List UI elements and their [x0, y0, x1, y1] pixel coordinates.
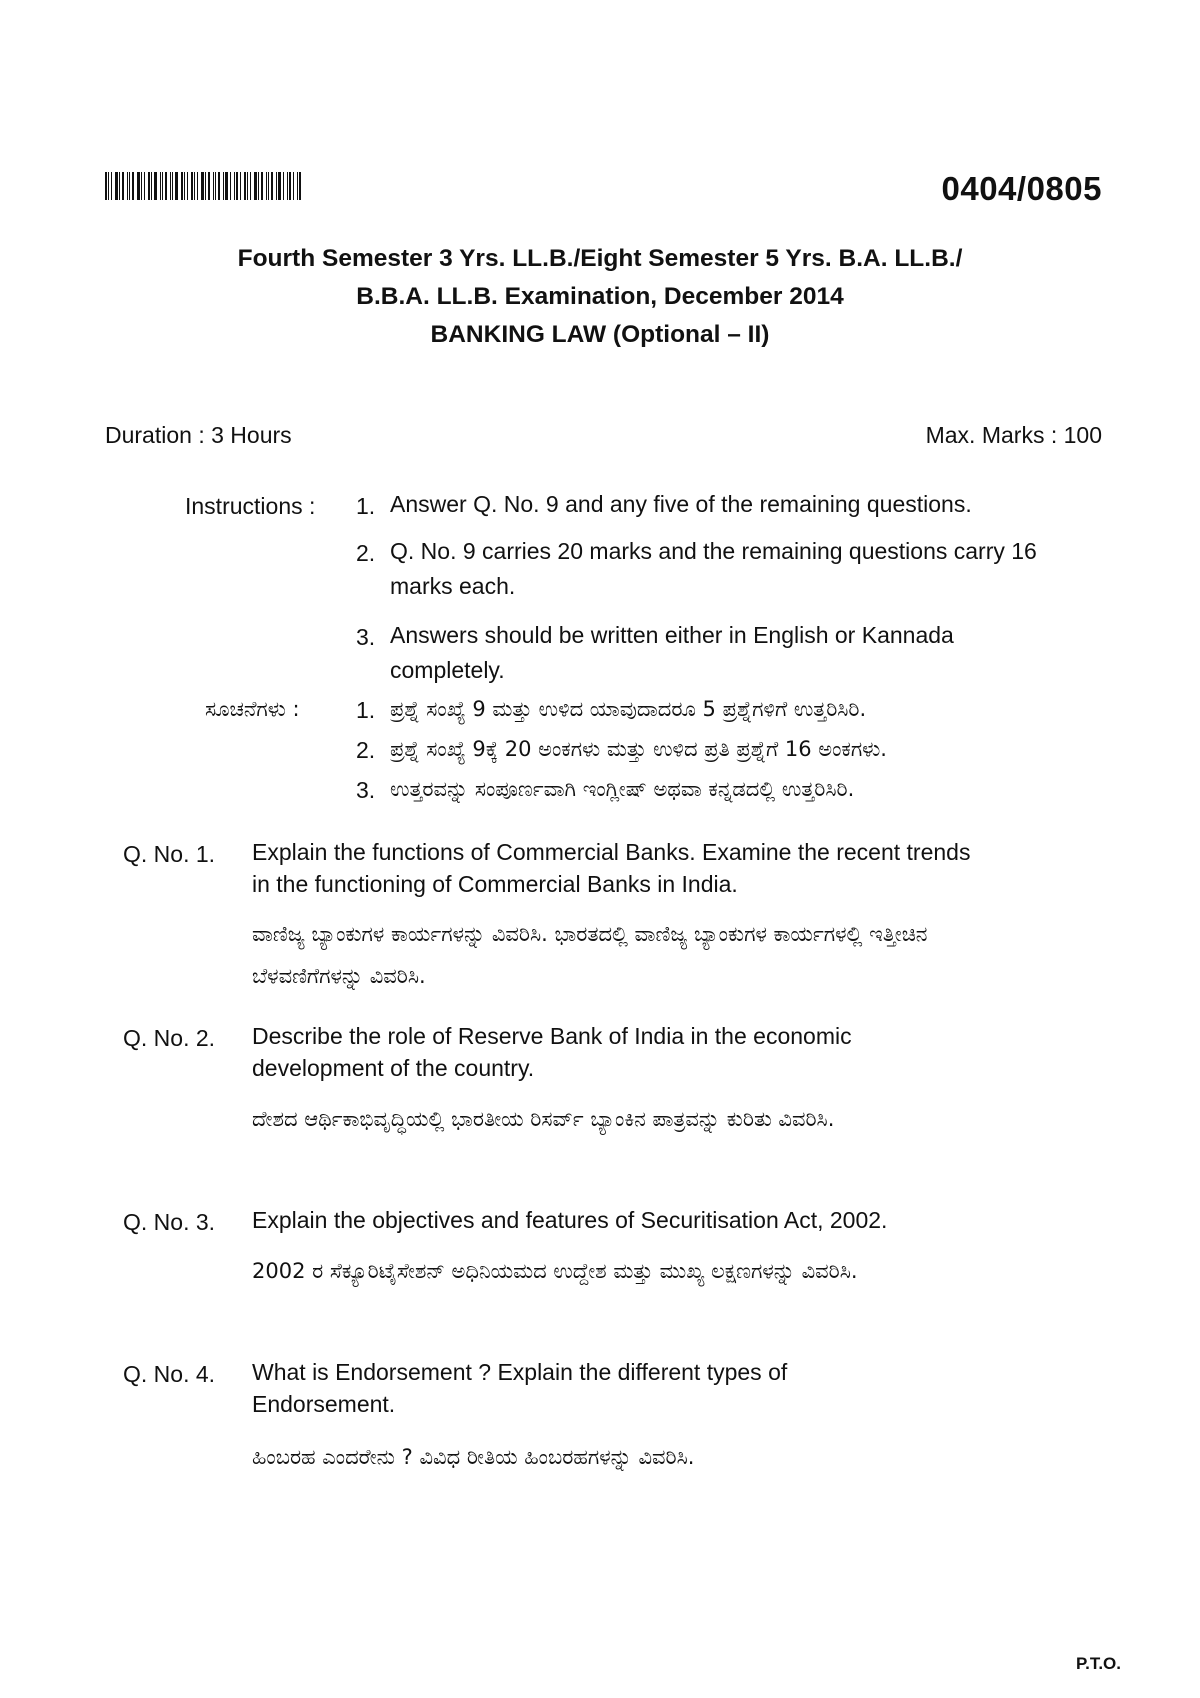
barcode-bar — [283, 172, 284, 200]
barcode-bar — [141, 172, 142, 200]
barcode-bar — [240, 172, 241, 200]
barcode-bar — [278, 172, 281, 200]
barcode-bar — [122, 172, 124, 200]
instruction-1-text: Answer Q. No. 9 and any five of the remaining questions. — [390, 491, 972, 517]
barcode-bar — [215, 172, 216, 200]
kannada-instruction-3-number: 3. — [356, 777, 376, 803]
barcode-bar — [244, 172, 246, 200]
barcode-bar — [213, 172, 214, 200]
barcode-bar — [254, 172, 257, 200]
kannada-instruction-2-number: 2. — [356, 737, 376, 763]
instructions-label: Instructions : — [185, 493, 316, 519]
barcode-bar — [225, 172, 228, 200]
barcode-bar — [218, 172, 220, 200]
barcode-bar — [250, 172, 251, 200]
instruction-3-text: Answers should be written either in English or Kannada completely. — [390, 622, 954, 683]
question-3-english: Explain the objectives and features of Securitisation Act, 2002. — [252, 1207, 888, 1233]
barcode-bar — [151, 172, 152, 200]
kannada-instruction-1-number: 1. — [356, 697, 376, 723]
question-2-number: Q. No. 2. — [123, 1025, 216, 1051]
barcode-bar — [230, 172, 231, 200]
barcode-bar — [162, 172, 163, 200]
barcode-bar — [271, 172, 273, 200]
barcode-bar — [172, 172, 173, 200]
barcode-bar — [236, 172, 238, 200]
question-1-kannada: ವಾಣಿಜ್ಯ ಬ್ಯಾಂಕುಗಳ ಕಾರ್ಯಗಳನ್ನು ವಿವರಿಸಿ. ಭಾರತದಲ್ಲಿ ವಾಣಿಜ್ಯ ಬ್ಯಾಂಕುಗಳ ಕಾರ್ಯಗಳಲ್ಲಿ ಇತ್ತೀಚಿನ ಬೆಳವಣಿಗೆಗಳನ್ನು ವಿವರಿಸಿ. — [252, 922, 928, 988]
instruction-1-number: 1. — [356, 493, 376, 519]
barcode-bar — [129, 172, 130, 200]
max-marks: Max. Marks : 100 — [925, 422, 1102, 448]
barcode-bar — [223, 172, 224, 200]
barcode-bar — [148, 172, 150, 200]
barcode-bar — [293, 172, 294, 200]
barcode-bar — [119, 172, 120, 200]
barcode-bar — [127, 172, 128, 200]
barcode-bar — [165, 172, 167, 200]
barcode-bar — [154, 172, 157, 200]
instruction-3-number: 3. — [356, 624, 376, 650]
barcode-bar — [184, 172, 185, 200]
barcode — [105, 172, 335, 200]
exam-title-line-1: Fourth Semester 3 Yrs. LL.B./Eight Semester 5 Yrs. B.A. LL.B./ — [237, 245, 963, 272]
barcode-bar — [191, 172, 193, 200]
barcode-bar — [289, 172, 291, 200]
instruction-2-text: Q. No. 9 carries 20 marks and the remaining questions carry 16 marks each. — [390, 538, 1037, 599]
question-2-kannada: ದೇಶದ ಆರ್ಥಿಕಾಭಿವೃದ್ಧಿಯಲ್ಲಿ ಭಾರತೀಯ ರಿಸರ್ವ್ ಬ್ಯಾಂಕಿನ ಪಾತ್ರವನ್ನು ಕುರಿತು ವಿವರಿಸಿ. — [252, 1107, 835, 1131]
subject-title: BANKING LAW (Optional – II) — [430, 321, 770, 348]
question-2-english: Describe the role of Reserve Bank of India in the economic development of the country. — [252, 1023, 852, 1081]
barcode-bar — [261, 172, 263, 200]
barcode-bar — [144, 172, 145, 200]
question-1-english: Explain the functions of Commercial Banks. Examine the recent trends in the functioning of Commercial Banks in India. — [252, 839, 971, 897]
barcode-bar — [175, 172, 178, 200]
question-4-number: Q. No. 4. — [123, 1361, 216, 1387]
paper-code: 0404/0805 — [941, 170, 1102, 207]
question-3-kannada: 2002 ರ ಸೆಕ್ಯೂರಿಟೈಸೇಶನ್ ಅಧಿನಿಯಮದ ಉದ್ದೇಶ ಮತ್ತು ಮುಖ್ಯ ಲಕ್ಷಣಗಳನ್ನು ವಿವರಿಸಿ. — [252, 1259, 858, 1283]
barcode-bar — [266, 172, 267, 200]
kannada-instructions-label: ಸೂಚನೆಗಳು : — [205, 697, 300, 721]
instruction-2-number: 2. — [356, 540, 376, 566]
barcode-bar — [187, 172, 188, 200]
barcode-bar — [137, 172, 140, 200]
barcode-bar — [160, 172, 161, 200]
kannada-instruction-3-text: ಉತ್ತರವನ್ನು ಸಂಪೂರ್ಣವಾಗಿ ಇಂಗ್ಲೀಷ್ ಅಥವಾ ಕನ್ನಡದಲ್ಲಿ ಉತ್ತರಿಸಿರಿ. — [390, 777, 855, 801]
duration: Duration : 3 Hours — [105, 422, 292, 448]
question-3-number: Q. No. 3. — [123, 1209, 216, 1235]
barcode-bar — [194, 172, 195, 200]
barcode-bar — [170, 172, 171, 200]
barcode-bar — [208, 172, 210, 200]
question-1-number: Q. No. 1. — [123, 841, 216, 867]
kannada-instruction-1-text: ಪ್ರಶ್ನೆ ಸಂಖ್ಯೆ 9 ಮತ್ತು ಉಳಿದ ಯಾವುದಾದರೂ 5 ಪ್ರಶ್ನೆಗಳಿಗೆ ಉತ್ತರಿಸಿರಿ. — [390, 697, 867, 721]
barcode-bar — [181, 172, 183, 200]
question-4-english: What is Endorsement ? Explain the different types of Endorsement. — [252, 1359, 788, 1417]
please-turn-over: P.T.O. — [1075, 1654, 1121, 1673]
barcode-bar — [205, 172, 206, 200]
barcode-bar — [287, 172, 288, 200]
barcode-bar — [115, 172, 118, 200]
barcode-bar — [297, 172, 298, 200]
barcode-bar — [132, 172, 134, 200]
exam-title-line-2: B.B.A. LL.B. Examination, December 2014 — [356, 283, 844, 310]
barcode-bar — [299, 172, 301, 200]
barcode-bar — [247, 172, 248, 200]
barcode-bar — [201, 172, 204, 200]
barcode-bar — [268, 172, 269, 200]
question-4-kannada: ಹಿಂಬರಹ ಎಂದರೇನು ? ವಿವಿಧ ರೀತಿಯ ಹಿಂಬರಹಗಳನ್ನು ವಿವರಿಸಿ. — [252, 1445, 695, 1469]
kannada-instruction-2-text: ಪ್ರಶ್ನೆ ಸಂಖ್ಯೆ 9ಕ್ಕೆ 20 ಅಂಕಗಳು ಮತ್ತು ಉಳಿದ ಪ್ರತಿ ಪ್ರಶ್ನೆಗೆ 16 ಅಂಕಗಳು. — [390, 737, 887, 761]
barcode-bar — [108, 172, 109, 200]
barcode-bar — [258, 172, 259, 200]
barcode-bar — [234, 172, 235, 200]
barcode-bar — [197, 172, 198, 200]
barcode-bar — [105, 172, 107, 200]
barcode-bar — [111, 172, 112, 200]
barcode-bar — [276, 172, 277, 200]
